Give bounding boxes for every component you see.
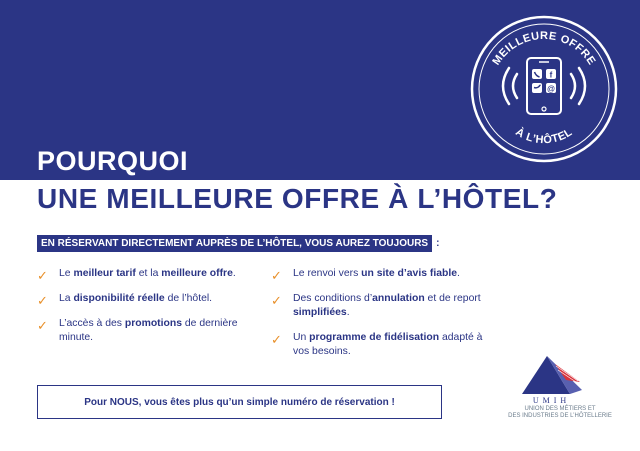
lead-text: EN RÉSERVANT DIRECTEMENT AUPRÈS DE L’HÔTEL, VOUS AUREZ TOUJOURS — [37, 235, 432, 252]
benefit-text: adapté à vos besoins. — [293, 332, 483, 357]
benefit-item — [271, 292, 491, 320]
umih-caption-line2: DES INDUSTRIES DE L’HÔTELLERIE — [508, 413, 612, 419]
checkmark-icon: ✓ — [37, 318, 48, 333]
benefit-emphasis: simplifiées — [293, 307, 347, 318]
footer-message: Pour NOUS, vous êtes plus qu’un simple numéro de réservation ! — [84, 396, 395, 408]
benefit-item — [271, 267, 491, 281]
umih-logo — [500, 350, 620, 440]
badge-top-text: MEILLEURE OFFRE — [490, 29, 598, 68]
benefit-item — [37, 292, 247, 306]
benefit-item — [271, 331, 491, 359]
benefit-text: Des conditions d’ — [293, 293, 373, 304]
benefit-item — [37, 317, 247, 345]
umih-letters: U M I H — [532, 396, 568, 405]
lead-colon: : — [436, 238, 440, 249]
page-subtitle: UNE MEILLEURE OFFRE À L’HÔTEL? — [37, 183, 558, 214]
checkmark-icon: ✓ — [271, 268, 282, 283]
svg-text:f: f — [549, 70, 553, 80]
benefit-emphasis: disponibilité réelle — [73, 293, 165, 304]
benefit-emphasis: un site d’avis fiable — [361, 268, 458, 279]
app-icons-grid — [532, 69, 556, 94]
footer-message-box — [37, 385, 442, 419]
svg-text:@: @ — [547, 84, 555, 94]
benefit-text: L’accès à des — [59, 318, 125, 329]
page-title: POURQUOI — [37, 146, 189, 176]
benefit-text: . — [232, 268, 236, 279]
umih-caption — [497, 406, 623, 420]
benefits-right-column — [271, 267, 491, 370]
lead-banner — [37, 238, 439, 249]
benefit-emphasis: promotions — [124, 318, 183, 329]
checkmark-icon: ✓ — [37, 293, 48, 308]
checkmark-icon: ✓ — [271, 332, 282, 347]
checkmark-icon: ✓ — [271, 293, 282, 308]
benefit-emphasis: programme de fidélisation — [309, 332, 440, 343]
benefit-emphasis: annulation — [372, 293, 425, 304]
benefit-emphasis: meilleure offre — [161, 268, 233, 279]
benefit-text: Un — [293, 332, 310, 343]
benefits-left-column — [37, 267, 247, 356]
benefit-item — [37, 267, 247, 281]
benefit-text: Le — [59, 268, 74, 279]
benefit-text: de l’hôtel. — [164, 293, 213, 304]
badge-bottom-text: À L’HÔTEL — [513, 126, 575, 147]
signal-waves-icon — [503, 68, 585, 104]
umih-caption-line1: UNION DES MÉTIERS ET — [524, 406, 596, 412]
benefit-emphasis: meilleur tarif — [73, 268, 136, 279]
benefit-text: et de report — [424, 293, 481, 304]
benefit-text: Le renvoi vers — [293, 268, 362, 279]
benefit-text: de dernière minute. — [59, 318, 238, 343]
benefit-text: La — [59, 293, 74, 304]
benefit-text: et la — [135, 268, 162, 279]
svg-text:À L’HÔTEL — [513, 125, 574, 146]
benefit-text: . — [346, 307, 350, 318]
checkmark-icon: ✓ — [37, 268, 48, 283]
phone-icon — [532, 69, 542, 79]
meilleure-offre-badge — [469, 14, 619, 164]
benefit-text: . — [457, 268, 460, 279]
